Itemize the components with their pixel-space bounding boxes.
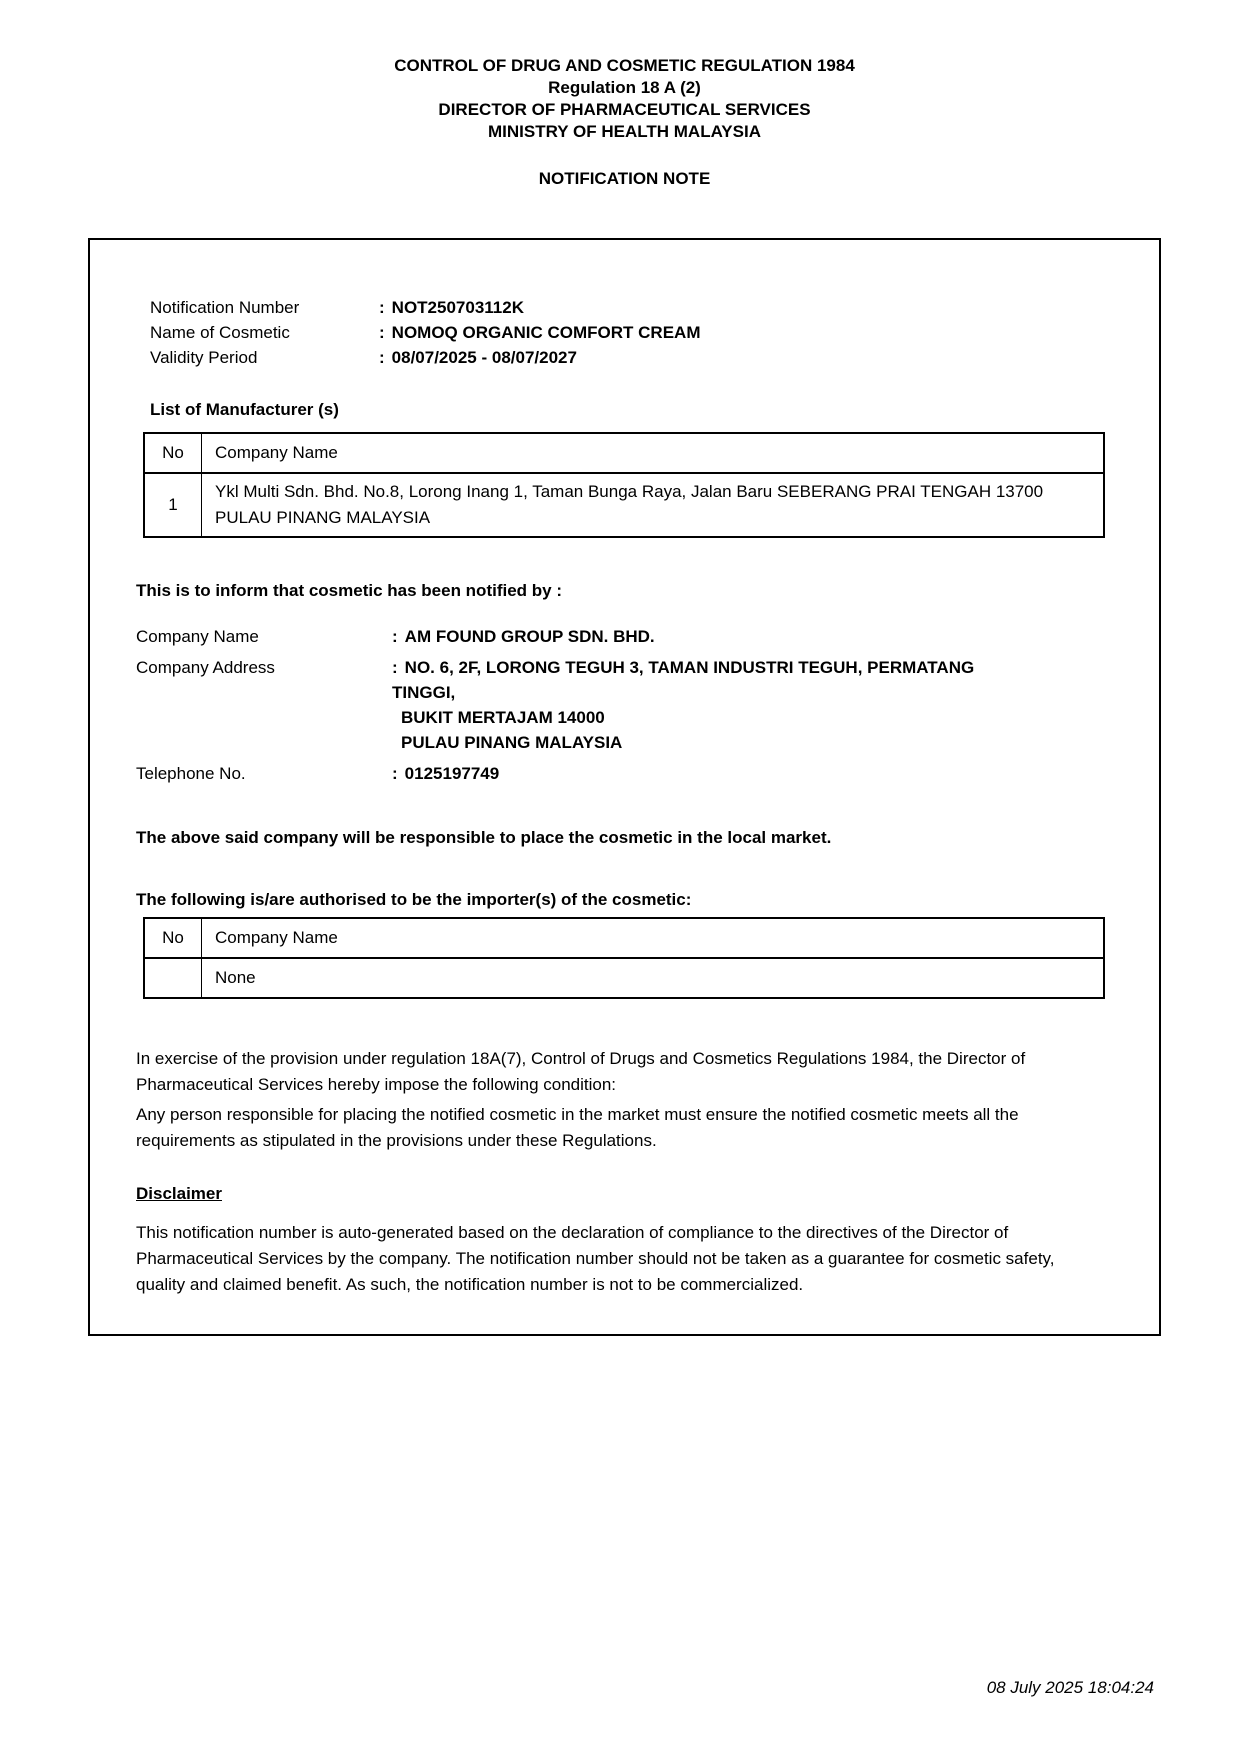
company-address-line-3: BUKIT MERTAJAM 14000: [401, 708, 605, 727]
colon-separator: :: [379, 298, 385, 317]
notification-number-label: Notification Number: [150, 298, 300, 317]
manufacturer-row-no: 1: [144, 473, 202, 537]
footer-timestamp: 08 July 2025 18:04:24: [986, 1678, 1154, 1697]
colon-separator: :: [379, 348, 385, 367]
field-row-telephone: [136, 761, 1101, 786]
importer-row-no: [144, 958, 202, 998]
cosmetic-name-label: Name of Cosmetic: [150, 323, 290, 342]
notification-number-value: NOT250703112K: [391, 298, 524, 317]
telephone-value: 0125197749: [404, 764, 500, 783]
header-line-regulation-clause: Regulation 18 A (2): [548, 78, 701, 97]
disclaimer-body: This notification number is auto-generated based on the declaration of compliance to the directives of the Director of Pharmaceutical Services by the company. The notification number should not be taken as a guarantee for cosmetic safety, quality and claimed benefit. As such, the notification number is not to be commercialized.: [136, 1223, 1055, 1294]
importer-table-header-row: [144, 918, 1104, 958]
responsibility-statement: The above said company will be responsible to place the cosmetic in the local market.: [136, 828, 832, 847]
field-row-company-name: [136, 624, 1101, 649]
importer-table: [143, 917, 1105, 999]
company-address-line-2: TINGGI,: [392, 683, 456, 702]
field-row-validity-period: [150, 345, 1101, 370]
validity-period-value: 08/07/2025 - 08/07/2027: [391, 348, 577, 367]
cosmetic-name-value: NOMOQ ORGANIC COMFORT CREAM: [391, 323, 701, 342]
disclaimer-title: Disclaimer: [136, 1184, 222, 1203]
manufacturer-table: [143, 432, 1105, 538]
notified-by-intro: This is to inform that cosmetic has been notified by :: [136, 581, 562, 600]
field-row-company-address: [136, 655, 1101, 755]
company-address-line-4: PULAU PINANG MALAYSIA: [401, 733, 623, 752]
company-address-label: Company Address: [136, 658, 275, 677]
importers-intro: The following is/are authorised to be the importer(s) of the cosmetic:: [136, 890, 692, 909]
condition-paragraph-1: In exercise of the provision under regulation 18A(7), Control of Drugs and Cosmetics Regulations 1984, the Director of Pharmaceutical Services hereby impose the following condition:: [136, 1049, 1026, 1094]
condition-paragraph-2: Any person responsible for placing the notified cosmetic in the market must ensure the notified cosmetic meets all the requirements as stipulated in the provisions under these Regulations.: [136, 1105, 1019, 1150]
manufacturer-table-header-row: [144, 433, 1104, 473]
field-row-notification-number: [150, 295, 1101, 320]
notified-company-fields: [136, 624, 1101, 786]
manufacturer-company-line-2: PULAU PINANG MALAYSIA: [215, 508, 431, 527]
manufacturer-row-company: [202, 473, 1105, 537]
manufacturer-table-row: [144, 473, 1104, 537]
manufacturer-section-title: List of Manufacturer (s): [150, 400, 339, 419]
company-name-value: AM FOUND GROUP SDN. BHD.: [404, 627, 655, 646]
manufacturer-col-header-no: No: [144, 433, 202, 473]
document-header: [88, 55, 1161, 189]
header-line-regulation-act: CONTROL OF DRUG AND COSMETIC REGULATION 1984: [394, 56, 855, 75]
manufacturer-col-header-company: Company Name: [202, 433, 1105, 473]
notification-fields: [150, 295, 1101, 370]
validity-period-label: Validity Period: [150, 348, 258, 367]
telephone-label: Telephone No.: [136, 764, 246, 783]
colon-separator: :: [392, 627, 398, 646]
importer-col-header-company: Company Name: [202, 918, 1105, 958]
importer-col-header-no: No: [144, 918, 202, 958]
field-row-cosmetic-name: [150, 320, 1101, 345]
header-line-ministry: MINISTRY OF HEALTH MALAYSIA: [488, 122, 761, 141]
manufacturer-company-line-1: Ykl Multi Sdn. Bhd. No.8, Lorong Inang 1, Taman Bunga Raya, Jalan Baru SEBERANG PRAI TENGAH 13700: [215, 482, 1044, 501]
company-address-value: [392, 655, 974, 755]
note-title: NOTIFICATION NOTE: [538, 169, 711, 188]
header-line-director: DIRECTOR OF PHARMACEUTICAL SERVICES: [438, 100, 811, 119]
colon-separator: :: [379, 323, 385, 342]
company-name-label: Company Name: [136, 627, 259, 646]
company-address-line-1: NO. 6, 2F, LORONG TEGUH 3, TAMAN INDUSTRI TEGUH, PERMATANG: [404, 658, 975, 677]
colon-separator: :: [392, 658, 398, 677]
colon-separator: :: [392, 764, 398, 783]
importer-row-company: None: [202, 958, 1105, 998]
importer-table-row: [144, 958, 1104, 998]
notification-box: [88, 238, 1161, 1336]
